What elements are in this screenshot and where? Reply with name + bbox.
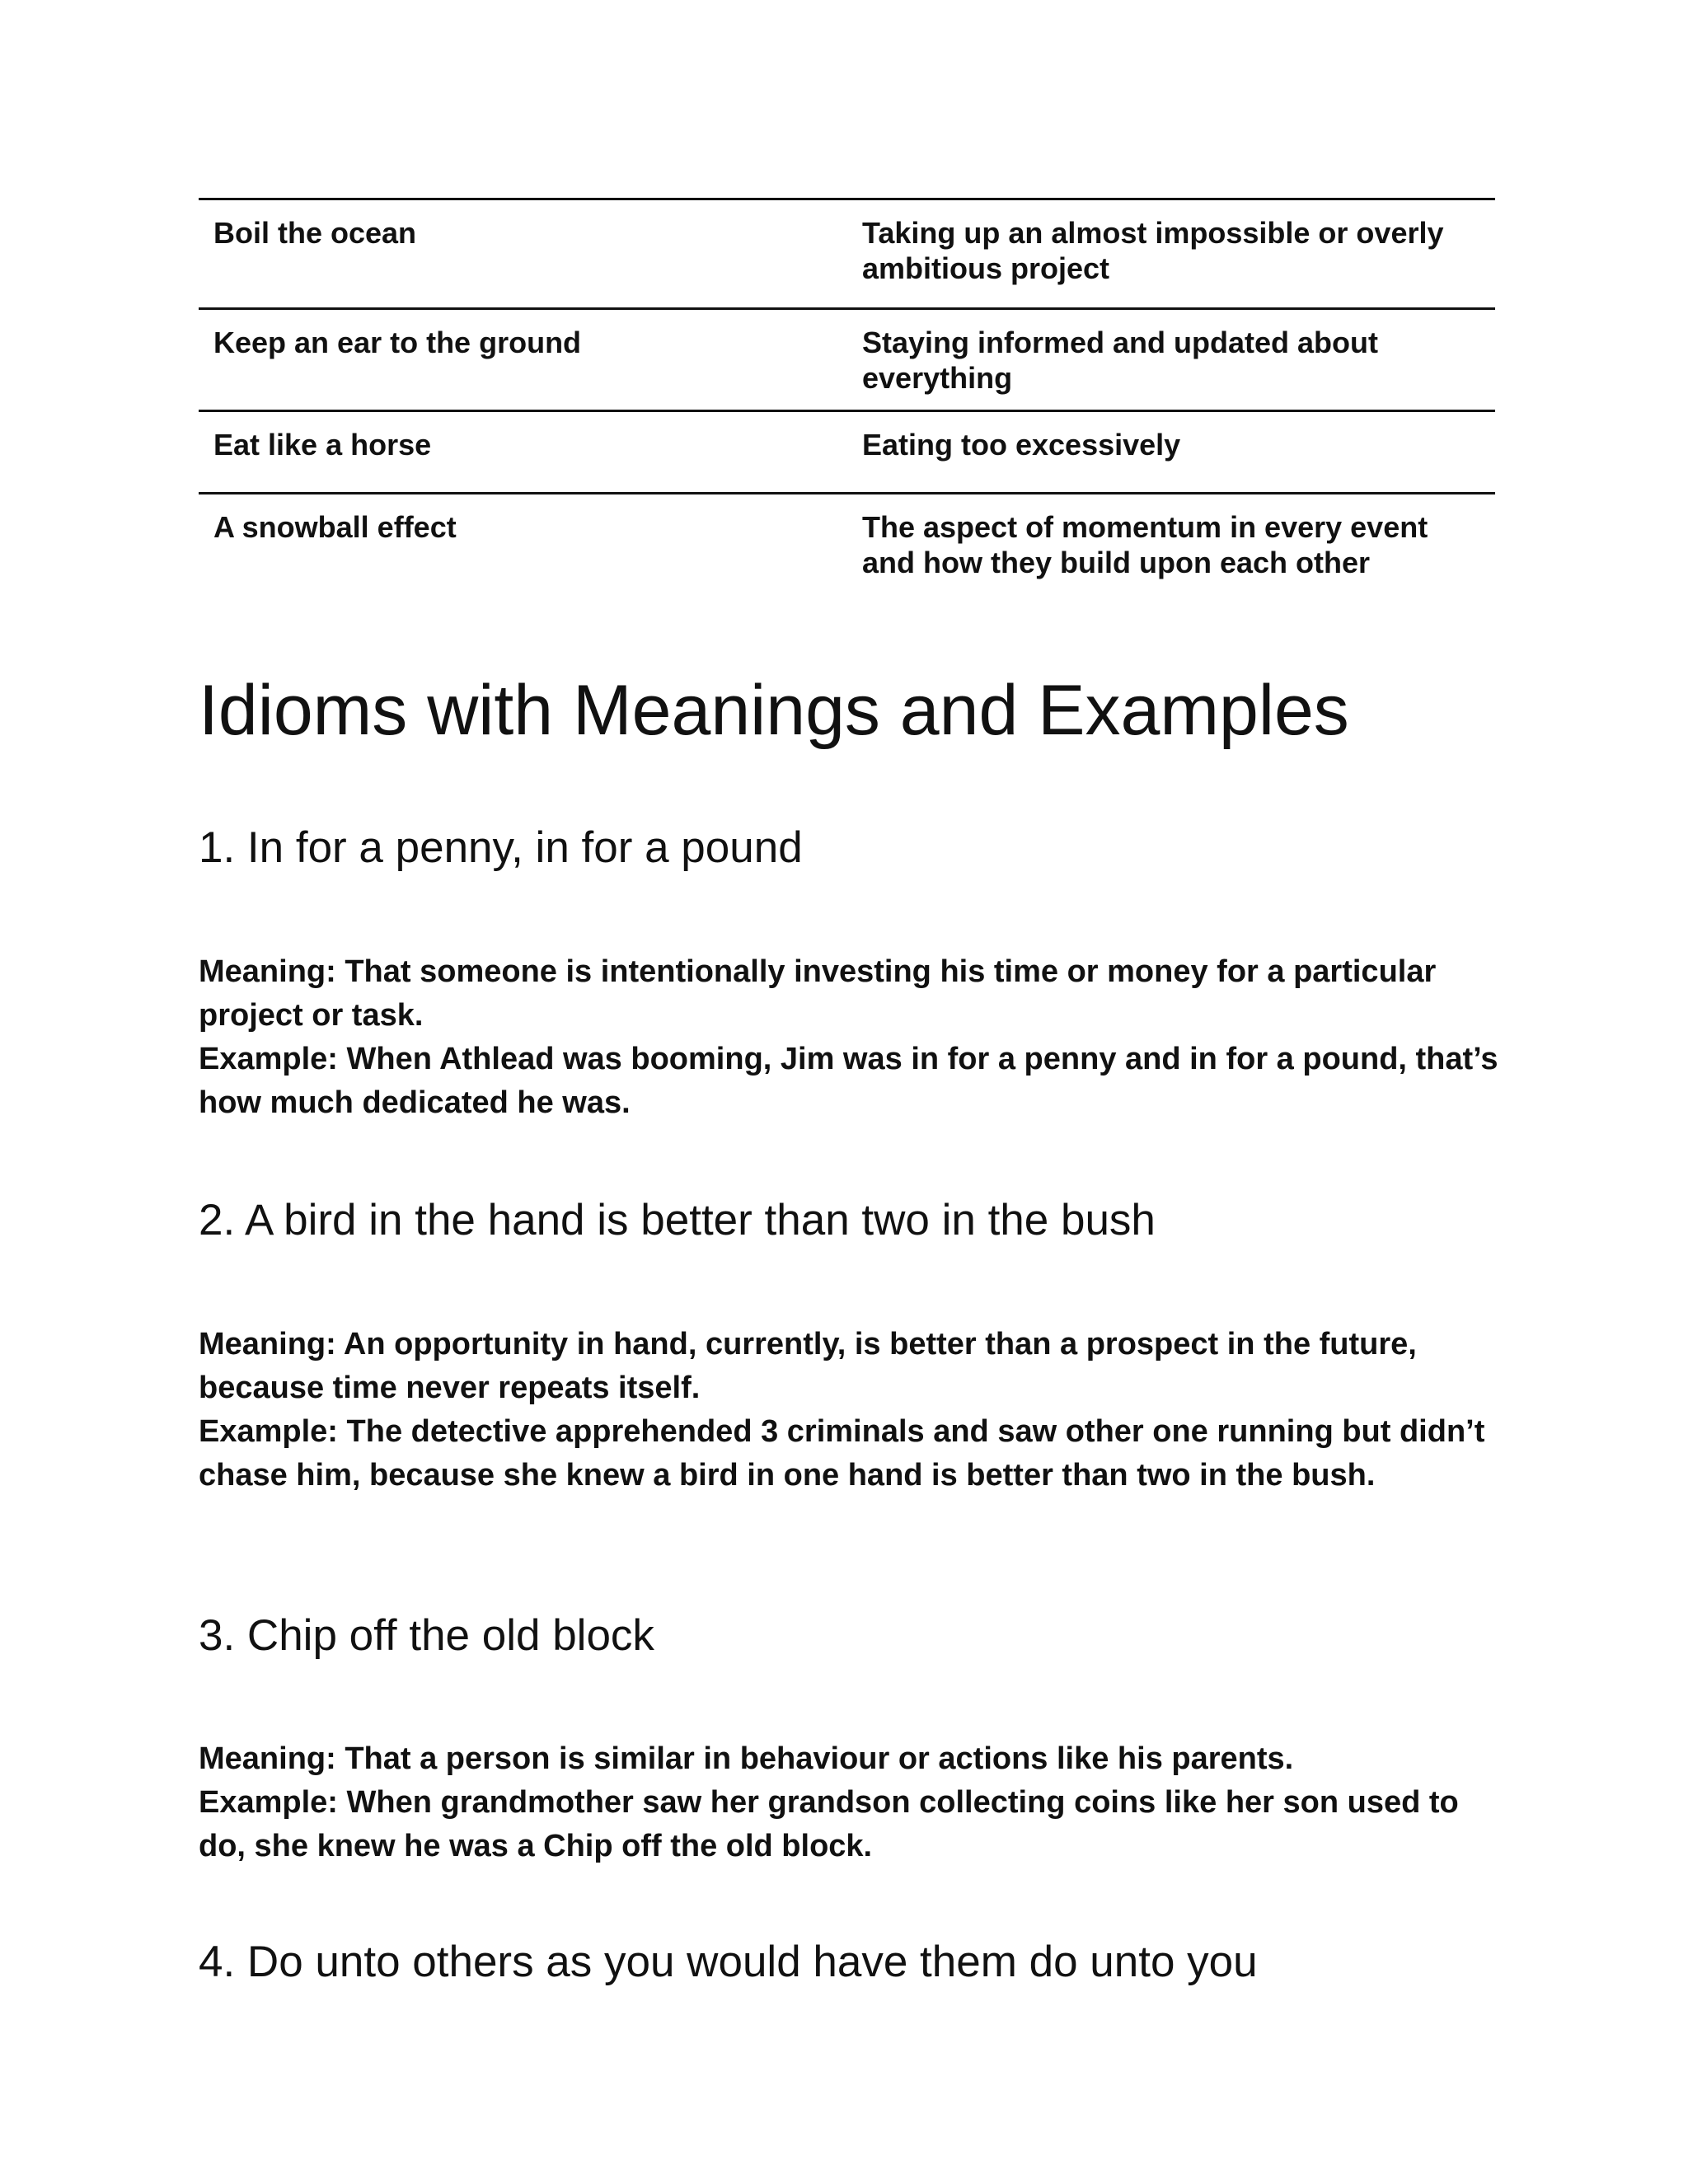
section-body	[199, 1737, 1501, 1868]
section-title: 2. A bird in the hand is better than two in the bush	[199, 1196, 1156, 1244]
example-text: Example: When Athlead was booming, Jim was in for a penny and in for a pound, that’s how much dedicated he was.	[199, 1042, 1498, 1120]
section-title: 4. Do unto others as you would have them do unto you	[199, 1938, 1258, 1986]
section-title: 1. In for a penny, in for a pound	[199, 823, 803, 872]
idiom-cell: Keep an ear to the ground	[213, 326, 582, 359]
meaning-cell: Eating too excessively	[862, 428, 1181, 462]
idiom-table	[199, 198, 1495, 599]
idiom-cell: A snowball effect	[213, 510, 457, 544]
idiom-cell: Boil the ocean	[213, 216, 417, 250]
section-body	[199, 950, 1501, 1125]
meaning-cell: Staying informed and updated about everything	[862, 326, 1379, 395]
table-row	[199, 410, 1495, 492]
meaning-cell: Taking up an almost impossible or overly ambitious project	[862, 216, 1444, 285]
idiom-cell: Eat like a horse	[213, 428, 432, 462]
meaning-text: Meaning: That someone is intentionally investing his time or money for a particular project or task.	[199, 954, 1437, 1033]
example-text: Example: The detective apprehended 3 criminals and saw other one running but didn’t chase him, because she knew a bird in one hand is better than two in the bush.	[199, 1414, 1485, 1493]
meaning-text: Meaning: An opportunity in hand, currently, is better than a prospect in the future, because time never repeats itself.	[199, 1327, 1417, 1405]
section-title: 3. Chip off the old block	[199, 1611, 654, 1660]
section-body	[199, 1323, 1501, 1497]
meaning-cell: The aspect of momentum in every event and how they build upon each other	[862, 510, 1428, 579]
table-row	[199, 198, 1495, 307]
page-heading: Idioms with Meanings and Examples	[199, 671, 1349, 750]
table-row	[199, 492, 1495, 599]
table-row	[199, 307, 1495, 410]
meaning-text: Meaning: That a person is similar in behaviour or actions like his parents.	[199, 1741, 1294, 1776]
example-text: Example: When grandmother saw her grandson collecting coins like her son used to do, she knew he was a Chip off the old block.	[199, 1785, 1459, 1863]
